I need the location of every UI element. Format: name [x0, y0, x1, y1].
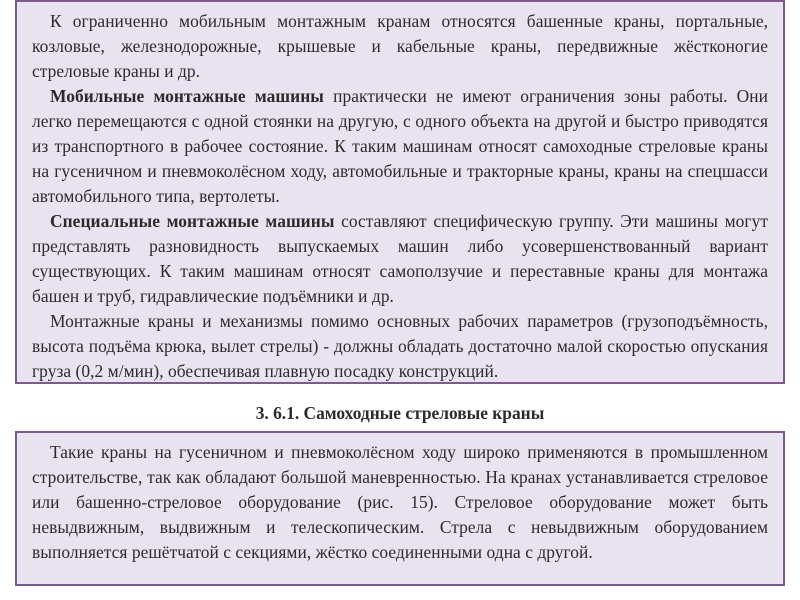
term-mobile-machines: Мобильные монтажные машины	[50, 86, 324, 106]
paragraph-lowering-speed: Монтажные краны и механизмы помимо основных рабочих параметров (грузоподъёмность, высота подъёма крюка, вылет стрелы) - должны обладать достаточно малой скоростью опускания груза (0,2 м/мин), обеспечивая плавную посадку конструкций.	[32, 311, 768, 381]
term-special-machines: Специальные монтажные машины	[50, 211, 335, 231]
paragraph-special-machines	[32, 209, 768, 309]
paragraph-special-machines-text: составляют специфическую группу. Эти машины могут представлять разновидность выпускаемых машин либо усовершенствованный вариант существующих. К таким машинам относят самоползучие и переставные краны для монтажа башен и труб, гидравлические подъёмники и др.	[32, 211, 768, 306]
top-text-box	[15, 0, 785, 384]
bottom-text-box	[15, 431, 785, 586]
paragraph-limited-mobile-cranes: К ограниченно мобильным монтажным кранам относятся башенные краны, портальные, козловые, железнодорожные, крышевые и кабельные краны, передвижные жёстконогие стреловые краны и др.	[32, 11, 768, 81]
paragraph-mobile-machines	[32, 84, 768, 209]
paragraph-self-propelled-cranes: Такие краны на гусеничном и пневмоколёсном ходу широко применяются в промышленном строительстве, так как обладают большой маневренностью. На кранах устанавливается стреловое или башенно-стреловое оборудование (рис. 15). Стреловое оборудование может быть невыдвижным, выдвижным и телескопическим. Стрела с невыдвижным оборудованием выполняется решётчатой с секциями, жёстко соединенными одна с другой.	[32, 442, 768, 562]
paragraph-mobile-machines-text: практически не имеют ограничения зоны работы. Они легко перемещаются с одной стоянки на другую, с одного объекта на другой и быстро приводятся из транспортного в рабочее состояние. К таким машинам относят самоходные стреловые краны на гусеничном и пневмоколёсном ходу, автомобильные и тракторные краны, краны на спецшасси автомобильного типа, вертолеты.	[32, 86, 768, 206]
section-heading: 3. 6.1. Самоходные стреловые краны	[255, 403, 545, 423]
